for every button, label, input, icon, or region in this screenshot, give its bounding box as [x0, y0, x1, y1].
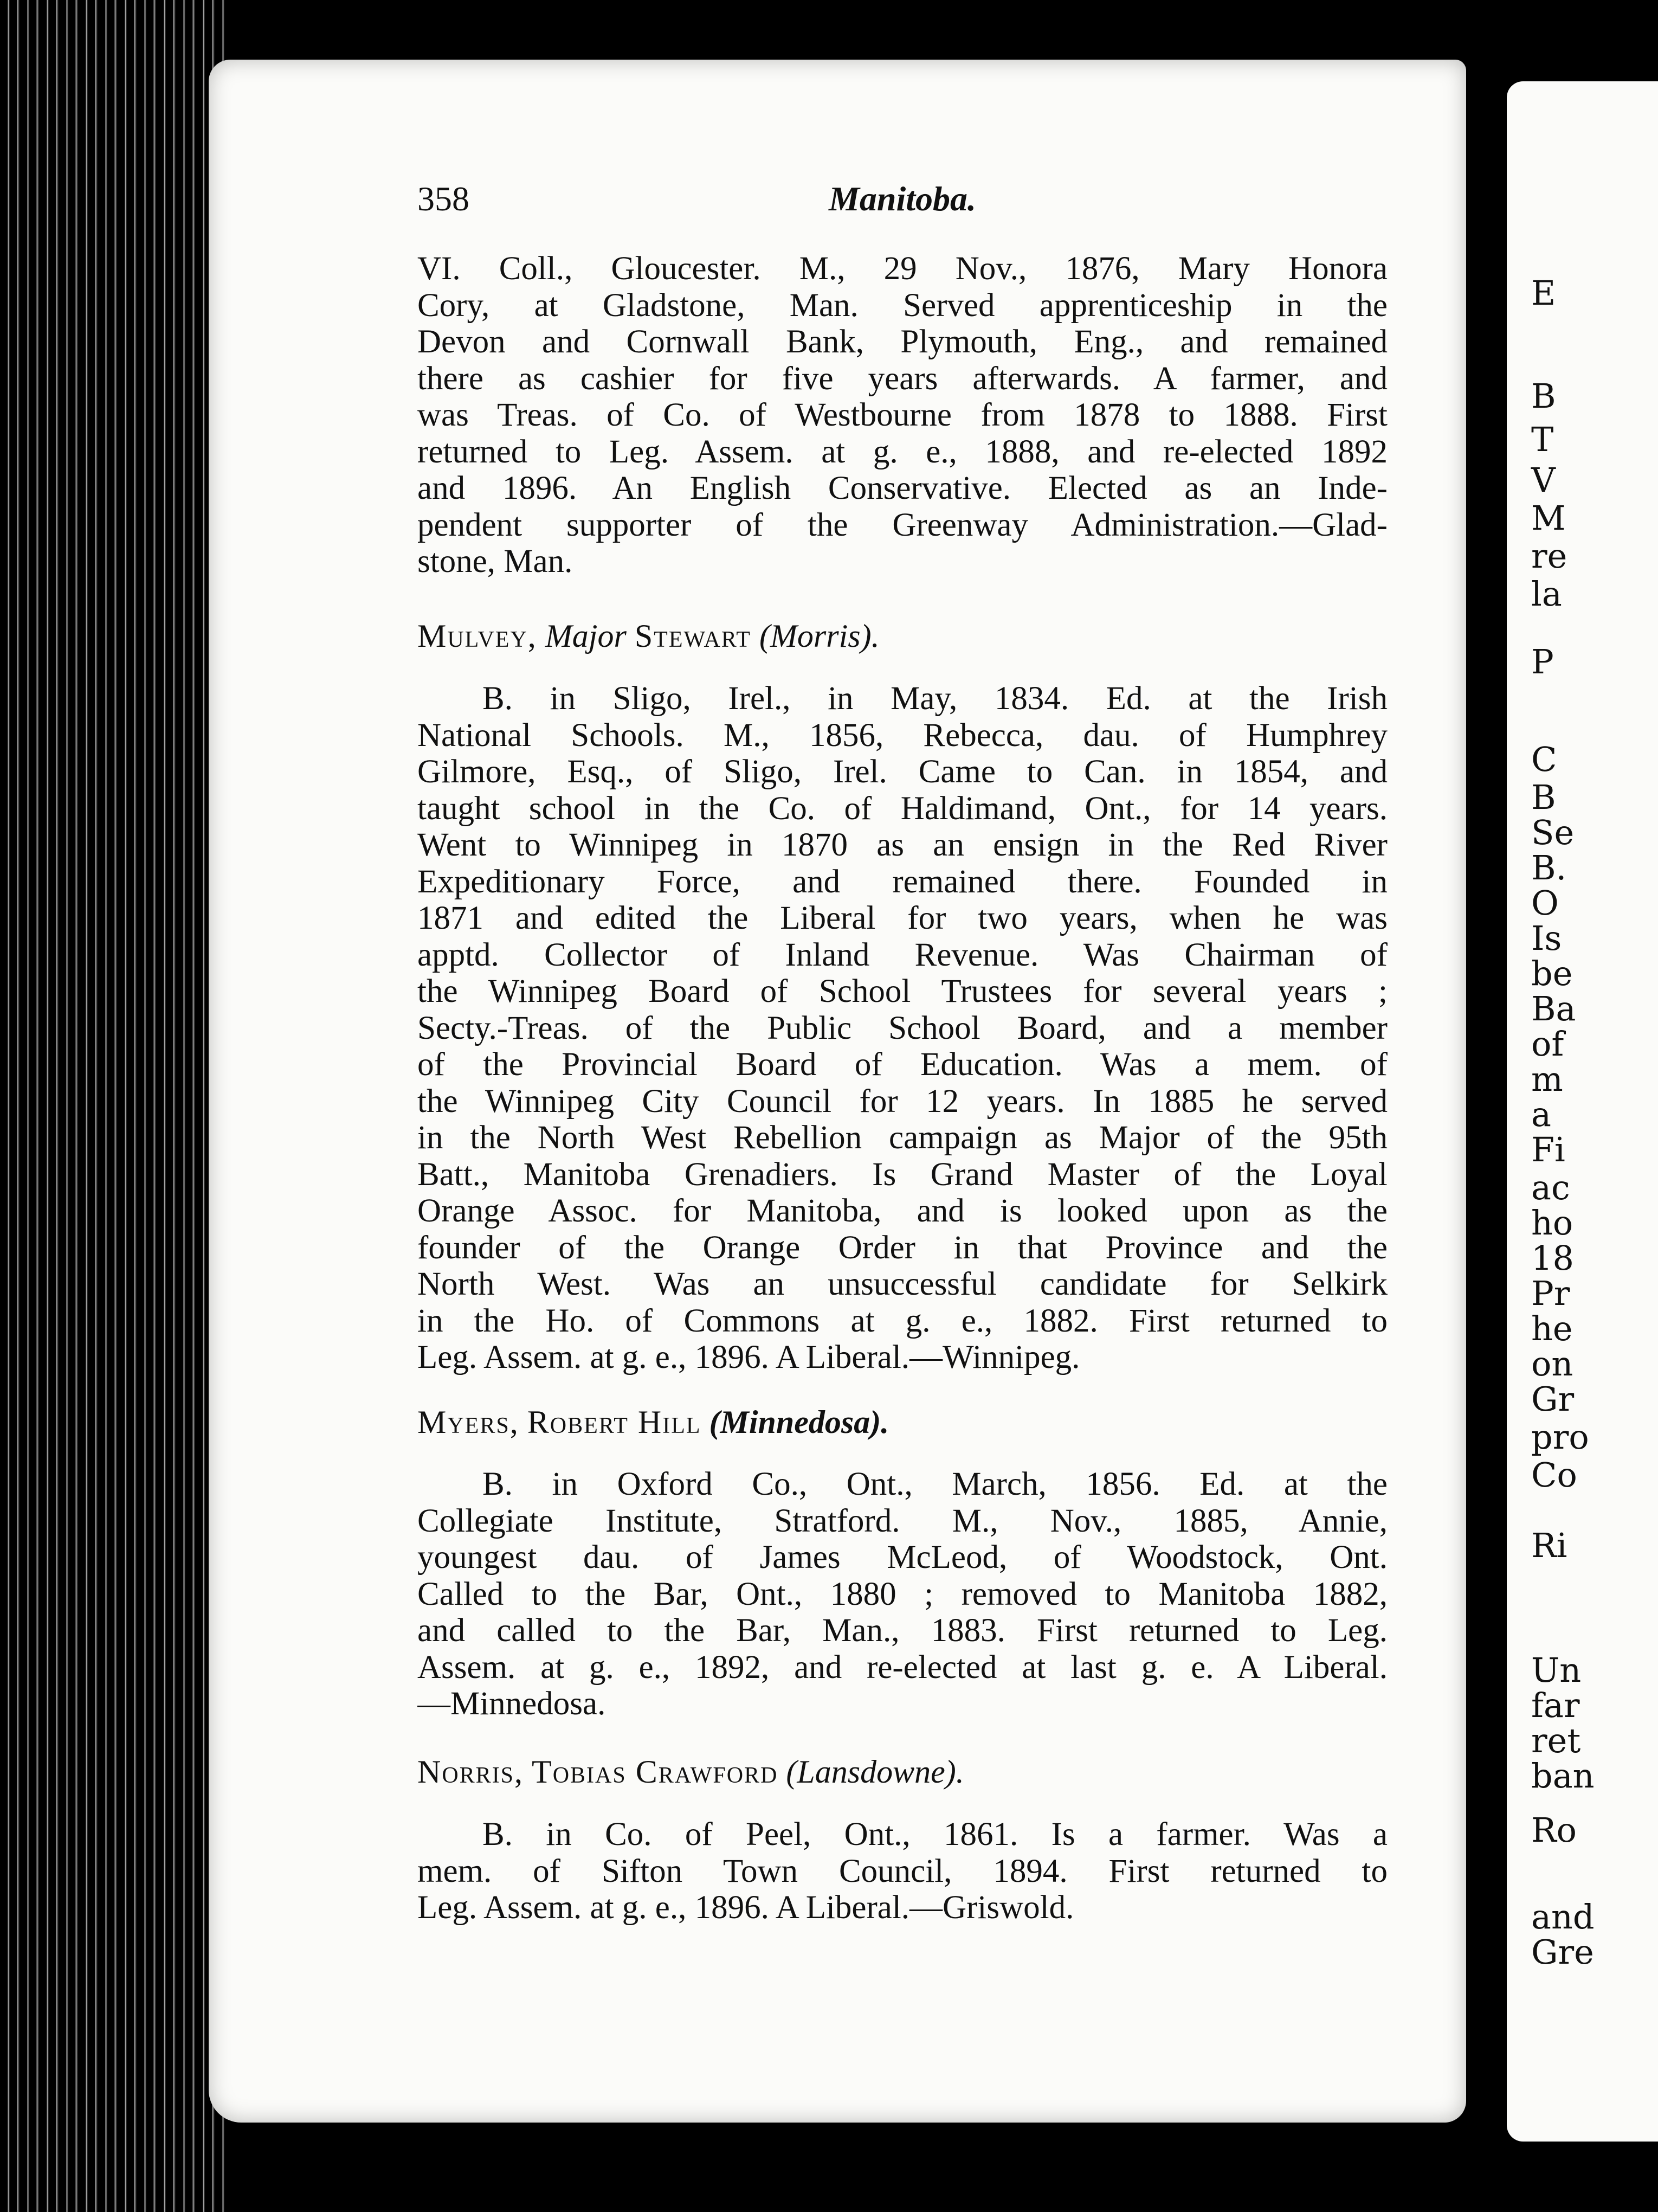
adjacent-page-fragment: ac	[1531, 1168, 1570, 1207]
adjacent-page-fragment: Pr	[1531, 1274, 1570, 1313]
entry-given-name: Stewart	[634, 618, 751, 654]
adjacent-page-fragment: B	[1531, 777, 1556, 817]
text-line: pendent supporter of the Greenway Administration.—Glad-	[417, 506, 1388, 543]
text-line: apptd. Collector of Inland Revenue. Was Chairman of	[417, 936, 1388, 973]
entry-surname: Mulvey,	[417, 618, 537, 654]
text-line: in the North West Rebellion campaign as Major of the 95th	[417, 1120, 1388, 1156]
text-line: Gilmore, Esq., of Sligo, Irel. Came to Can. in 1854, and	[417, 754, 1388, 790]
text-line: there as cashier for five years afterwards. A farmer, and	[417, 360, 1388, 397]
text-line: mem. of Sifton Town Council, 1894. First returned to	[417, 1853, 1388, 1889]
entry-constituency: (Minnedosa).	[709, 1404, 889, 1440]
adjacent-page-fragment: he	[1531, 1309, 1573, 1348]
entry-body-norris	[417, 1816, 1388, 1926]
text-line: Secty.-Treas. of the Public School Board, and a member	[417, 1009, 1388, 1046]
text-line: in the Ho. of Commons at g. e., 1882. First returned to	[417, 1302, 1388, 1339]
adjacent-page-fragment: V	[1531, 460, 1556, 500]
adjacent-page-fragment: be	[1531, 954, 1573, 993]
adjacent-page-fragment: m	[1531, 1059, 1563, 1099]
adjacent-page-fragment: a	[1531, 1095, 1551, 1134]
text-line: 1871 and edited the Liberal for two years, when he was	[417, 900, 1388, 936]
entry-constituency: (Lansdowne).	[786, 1754, 964, 1790]
text-line: Collegiate Institute, Stratford. M., Nov., 1885, Annie,	[417, 1502, 1388, 1539]
text-line: Expeditionary Force, and remained there. Founded in	[417, 863, 1388, 900]
text-line: Called to the Bar, Ont., 1880 ; removed to Manitoba 1882,	[417, 1576, 1388, 1612]
adjacent-page-fragment: M	[1531, 498, 1566, 538]
text-line: Leg. Assem. at g. e., 1896. A Liberal.—Griswold.	[417, 1889, 1074, 1926]
adjacent-page-fragment: Co	[1531, 1455, 1577, 1495]
text-line: and called to the Bar, Man., 1883. First returned to Leg.	[417, 1612, 1388, 1649]
adjacent-page-fragment: O	[1531, 883, 1559, 923]
entry-surname: Myers,	[417, 1404, 519, 1440]
adjacent-page-fragment: 18	[1531, 1238, 1574, 1278]
text-line: Cory, at Gladstone, Man. Served apprenticeship in the	[417, 287, 1388, 324]
page-number: 358	[417, 179, 469, 218]
adjacent-page-fragment: ho	[1531, 1203, 1573, 1243]
adjacent-page-fragment: P	[1531, 642, 1554, 681]
text-line: VI. Coll., Gloucester. M., 29 Nov., 1876, Mary Honora	[417, 250, 1388, 287]
adjacent-page-fragment: Un	[1531, 1650, 1582, 1690]
running-header	[417, 179, 1388, 228]
text-line: Orange Assoc. for Manitoba, and is looked upon as the	[417, 1193, 1388, 1229]
adjacent-page-fragment: re	[1531, 536, 1567, 576]
entry-body-myers	[417, 1466, 1388, 1722]
entry-given-name: Tobias Crawford	[532, 1754, 778, 1790]
adjacent-page-fragment: B	[1531, 376, 1556, 416]
text-line: North West. Was an unsuccessful candidate for Selkirk	[417, 1266, 1388, 1302]
adjacent-page-fragment: Fi	[1531, 1130, 1565, 1169]
entry-heading-myers	[417, 1403, 1388, 1441]
text-line: B. in Oxford Co., Ont., March, 1856. Ed. at the	[482, 1466, 1388, 1502]
entry-body-mulvey	[417, 680, 1388, 1376]
entry-continuation	[417, 250, 1388, 580]
text-line: National Schools. M., 1856, Rebecca, dau. of Humphrey	[417, 717, 1388, 754]
text-line: Went to Winnipeg in 1870 as an ensign in the Red River	[417, 827, 1388, 863]
entry-heading-mulvey	[417, 617, 1388, 655]
adjacent-page-fragment: and	[1531, 1897, 1595, 1937]
text-line: was Treas. of Co. of Westbourne from 1878 to 1888. First	[417, 397, 1388, 433]
adjacent-page-fragment: Ri	[1531, 1526, 1567, 1565]
text-line: Devon and Cornwall Bank, Plymouth, Eng., and remained	[417, 324, 1388, 360]
text-line: and 1896. An English Conservative. Elected as an Inde-	[417, 470, 1388, 506]
text-line: of the Provincial Board of Education. Was a mem. of	[417, 1046, 1388, 1083]
adjacent-page-fragment: T	[1531, 420, 1554, 459]
adjacent-page-fragment: Is	[1531, 918, 1562, 958]
adjacent-page	[1507, 81, 1658, 2142]
adjacent-page-fragment: on	[1531, 1344, 1573, 1384]
entry-given-name: Robert Hill	[527, 1404, 701, 1440]
text-line: Leg. Assem. at g. e., 1896. A Liberal.—Winnipeg.	[417, 1339, 1080, 1375]
text-line: stone, Man.	[417, 543, 573, 580]
adjacent-page-fragment: ban	[1531, 1756, 1595, 1796]
adjacent-page-fragment: E	[1531, 273, 1556, 313]
text-line: taught school in the Co. of Haldimand, Ont., for 14 years.	[417, 790, 1388, 827]
adjacent-page-fragment: of	[1531, 1024, 1564, 1064]
adjacent-page-fragment: B.	[1531, 848, 1567, 888]
adjacent-page-fragment: la	[1531, 574, 1562, 614]
text-line: B. in Sligo, Irel., in May, 1834. Ed. at the Irish	[482, 680, 1388, 717]
adjacent-page-fragment: Gr	[1531, 1379, 1575, 1419]
text-line: youngest dau. of James McLeod, of Woodstock, Ont.	[417, 1539, 1388, 1576]
book-binding	[0, 0, 228, 2212]
adjacent-page-fragment: Gre	[1531, 1932, 1594, 1972]
adjacent-page-fragment: Ro	[1531, 1810, 1577, 1850]
adjacent-page-fragment: Se	[1531, 813, 1575, 852]
entry-heading-norris	[417, 1753, 1388, 1791]
adjacent-page-fragment: Ba	[1531, 989, 1576, 1028]
page-title: Manitoba.	[828, 179, 977, 218]
adjacent-page-fragment: pro	[1531, 1417, 1589, 1457]
text-line: Batt., Manitoba Grenadiers. Is Grand Master of the Loyal	[417, 1156, 1388, 1193]
text-line: the Winnipeg City Council for 12 years. In 1885 he served	[417, 1083, 1388, 1120]
text-line: —Minnedosa.	[417, 1686, 606, 1722]
text-line: the Winnipeg Board of School Trustees for several years ;	[417, 973, 1388, 1009]
text-line: B. in Co. of Peel, Ont., 1861. Is a farmer. Was a	[482, 1816, 1388, 1853]
text-line: founder of the Orange Order in that Province and the	[417, 1229, 1388, 1266]
adjacent-page-fragment: far	[1531, 1686, 1580, 1725]
adjacent-page-fragment: C	[1531, 740, 1557, 779]
entry-title: Major	[545, 618, 627, 654]
entry-constituency: (Morris).	[759, 618, 880, 654]
adjacent-page-fragment: ret	[1531, 1721, 1581, 1760]
text-line: Assem. at g. e., 1892, and re-elected at last g. e. A Liberal.	[417, 1649, 1388, 1686]
entry-surname: Norris,	[417, 1754, 524, 1790]
text-line: returned to Leg. Assem. at g. e., 1888, and re-elected 1892	[417, 433, 1388, 470]
